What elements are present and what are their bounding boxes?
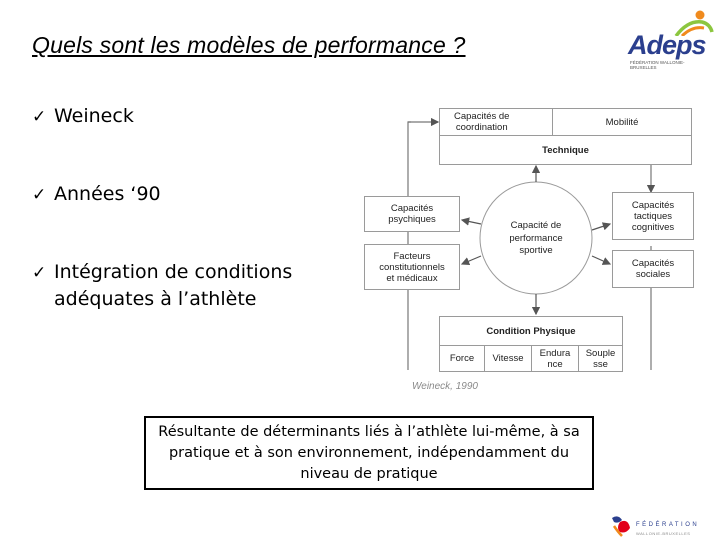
federation-logo-word: FÉDÉRATION	[636, 522, 700, 528]
adeps-logo	[618, 6, 718, 72]
slide-title: Quels sont les modèles de performance ?	[32, 32, 466, 58]
box-capacites-tactiques	[612, 192, 694, 240]
box-capacites-sociales	[612, 250, 694, 288]
diagram-citation: Weineck, 1990	[412, 381, 478, 392]
box-endurance	[531, 345, 579, 372]
capacite-performance-label: Capacité de performance sportive	[509, 220, 563, 256]
box-label: Endura nce	[539, 347, 571, 370]
box-capacites-psychiques	[364, 196, 460, 232]
weineck-diagram	[356, 106, 698, 372]
bullet-integration	[32, 259, 292, 313]
check-icon: ✓	[32, 185, 47, 205]
box-label: Facteurs constitutionnels et médicaux	[379, 250, 445, 284]
check-icon: ✓	[32, 263, 47, 283]
federation-logo	[608, 512, 718, 540]
check-icon: ✓	[32, 107, 47, 127]
fwb-rooster-icon	[608, 512, 634, 540]
bullet-text	[54, 259, 292, 313]
box-vitesse: Vitesse	[484, 345, 532, 372]
box-condition-physique: Condition Physique	[439, 316, 623, 346]
bullet-text: Weineck	[54, 105, 134, 127]
box-label: Capacités tactiques cognitives	[631, 199, 675, 233]
bullet-annees-90	[32, 181, 161, 209]
box-label: Capacités psychiques	[388, 203, 436, 225]
box-souplesse	[578, 345, 623, 372]
adeps-logo-word: Adeps	[628, 30, 706, 60]
box-mobilite: Mobilité	[552, 108, 692, 136]
box-facteurs-constitutionnels	[364, 244, 460, 290]
box-capacites-coordination	[439, 108, 553, 136]
adeps-logo-subtitle: FÉDÉRATION WALLONIE-BRUXELLES	[630, 60, 685, 70]
federation-logo-subtitle: WALLONIE-BRUXELLES	[636, 531, 691, 536]
bullet-weineck	[32, 103, 134, 131]
bullet-line: Intégration de conditions	[54, 261, 293, 283]
box-label: Souple sse	[585, 347, 616, 370]
box-technique: Technique	[439, 135, 692, 165]
box-label: Capacités de coordination	[454, 111, 510, 133]
note-box: Résultante de déterminants liés à l’athlète lui-même, à sa pratique et à son environnement, indépendamment du niveau de pratique	[144, 416, 594, 490]
bullet-text: Années ‘90	[54, 183, 161, 205]
box-force: Force	[439, 345, 485, 372]
box-label: Capacités sociales	[631, 258, 675, 280]
bullet-line: adéquates à l’athlète	[54, 288, 257, 310]
